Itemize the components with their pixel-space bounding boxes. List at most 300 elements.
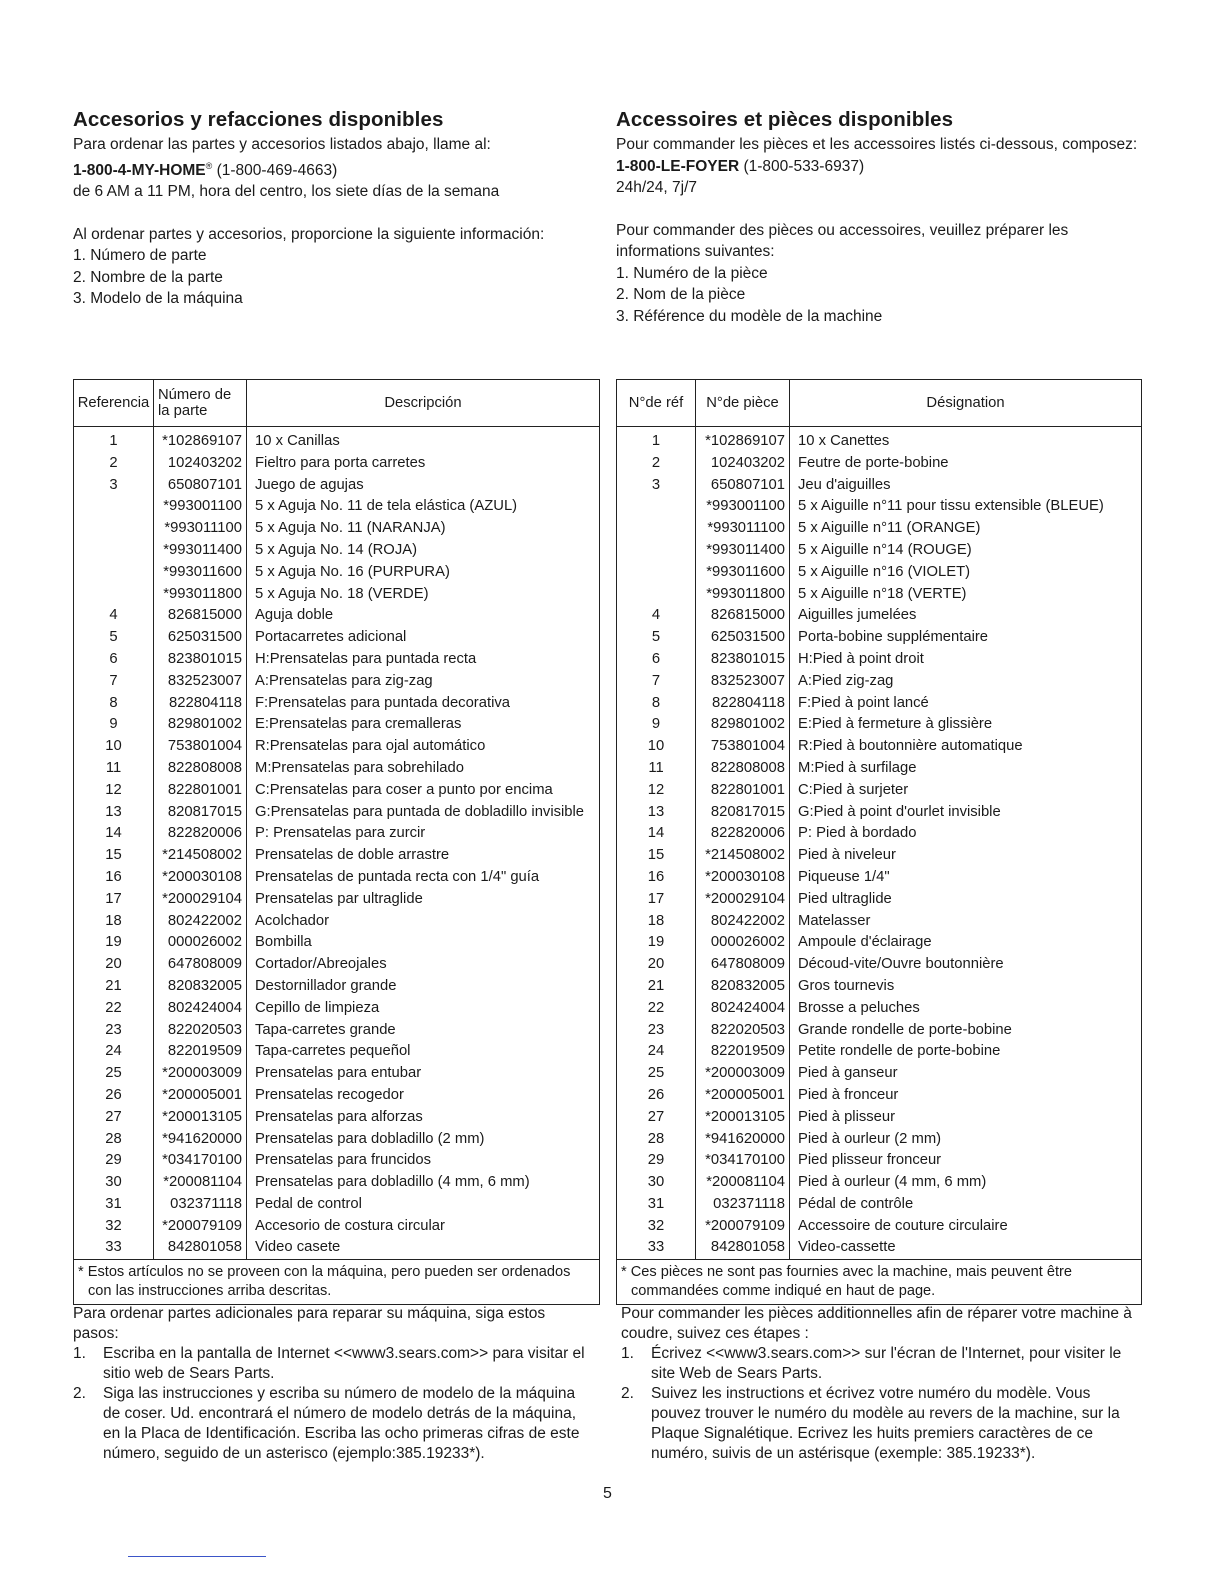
- ref-cell: [74, 562, 154, 584]
- description-cell: 5 x Aiguille n°16 (VIOLET): [790, 562, 1142, 584]
- part-number-cell: *993011800: [154, 584, 247, 606]
- french-table-row: [617, 475, 1142, 497]
- ref-cell: 11: [617, 758, 696, 780]
- ref-cell: 2: [617, 453, 696, 475]
- ref-cell: 24: [617, 1041, 696, 1063]
- description-cell: Pied ultraglide: [790, 889, 1142, 911]
- ref-cell: 31: [74, 1194, 154, 1216]
- part-number-cell: 822820006: [696, 823, 790, 845]
- ref-cell: 12: [74, 780, 154, 802]
- ref-cell: 29: [617, 1150, 696, 1172]
- part-number-cell: 032371118: [154, 1194, 247, 1216]
- description-cell: H:Pied à point droit: [790, 649, 1142, 671]
- part-number-cell: *200013105: [154, 1107, 247, 1129]
- ref-cell: 10: [617, 736, 696, 758]
- table-header-reference: Referencia: [74, 380, 154, 427]
- description-cell: P: Pied à bordado: [790, 823, 1142, 845]
- part-number-cell: *200081104: [696, 1172, 790, 1194]
- french-footer-step: 2. Suivez les instructions et écrivez votre numéro du modèle. Vous pouvez trouver le numéro du modèle au revers de la machine, sur la Plaque Signalétique. Ecrivez les huits premiers caractères de ce numéro, suivis de un astérisque (exemple: 385.19233*).: [621, 1385, 1120, 1462]
- french-table-row: [617, 453, 1142, 475]
- spanish-table-row: [74, 427, 600, 453]
- description-cell: Matelasser: [790, 911, 1142, 933]
- description-cell: H:Prensatelas para puntada recta: [247, 649, 600, 671]
- ref-cell: 18: [74, 911, 154, 933]
- french-table-row: [617, 932, 1142, 954]
- ref-cell: 8: [74, 693, 154, 715]
- description-cell: 5 x Aiguille n°14 (ROUGE): [790, 540, 1142, 562]
- part-number-cell: *200030108: [696, 867, 790, 889]
- french-table-row: [617, 1237, 1142, 1259]
- ref-cell: 6: [617, 649, 696, 671]
- spanish-intro: [73, 108, 600, 310]
- ref-cell: 16: [617, 867, 696, 889]
- part-number-cell: *941620000: [696, 1129, 790, 1151]
- part-number-cell: 822020503: [696, 1020, 790, 1042]
- french-table-row: [617, 671, 1142, 693]
- part-number-cell: 832523007: [696, 671, 790, 693]
- part-number-cell: 625031500: [154, 627, 247, 649]
- spanish-table-note: * Estos artículos no se proveen con la máquina, pero pueden ser ordenados con las instrucciones arriba descritas.: [74, 1260, 600, 1305]
- spanish-table-row: [74, 889, 600, 911]
- description-cell: Video-cassette: [790, 1237, 1142, 1259]
- spanish-table-row: [74, 1041, 600, 1063]
- description-cell: Fieltro para porta carretes: [247, 453, 600, 475]
- ref-cell: 21: [617, 976, 696, 998]
- french-table-row: [617, 911, 1142, 933]
- description-cell: 5 x Aiguille n°11 pour tissu extensible (BLEUE): [790, 496, 1142, 518]
- french-table-row: [617, 627, 1142, 649]
- description-cell: F:Prensatelas para puntada decorativa: [247, 693, 600, 715]
- table-header-description: Descripción: [247, 380, 600, 427]
- part-number-cell: *200029104: [696, 889, 790, 911]
- description-cell: 5 x Aguja No. 11 de tela elástica (AZUL): [247, 496, 600, 518]
- spanish-table-row: [74, 998, 600, 1020]
- spanish-table-row: [74, 845, 600, 867]
- spanish-table-row: [74, 1107, 600, 1129]
- part-number-cell: *200013105: [696, 1107, 790, 1129]
- spanish-table-row: [74, 605, 600, 627]
- part-number-cell: *102869107: [154, 427, 247, 453]
- description-cell: 5 x Aguja No. 18 (VERDE): [247, 584, 600, 606]
- french-table-row: [617, 518, 1142, 540]
- ref-cell: 33: [617, 1237, 696, 1259]
- spanish-table-row: [74, 475, 600, 497]
- part-number-cell: 000026002: [154, 932, 247, 954]
- spanish-table-row: [74, 671, 600, 693]
- part-number-cell: 822808008: [154, 758, 247, 780]
- french-table-row: [617, 889, 1142, 911]
- part-number-cell: 829801002: [696, 714, 790, 736]
- description-cell: Jeu d'aiguilles: [790, 475, 1142, 497]
- spanish-footer-instructions: [73, 1304, 593, 1464]
- spanish-table-row: [74, 496, 600, 518]
- description-cell: C:Prensatelas para coser a punto por encima: [247, 780, 600, 802]
- ref-cell: 21: [74, 976, 154, 998]
- part-number-cell: 832523007: [154, 671, 247, 693]
- table-header-description: Désignation: [790, 380, 1142, 427]
- spanish-table-row: [74, 954, 600, 976]
- part-number-cell: 820817015: [696, 802, 790, 824]
- spanish-table-row: [74, 758, 600, 780]
- spanish-table-row: [74, 1085, 600, 1107]
- description-cell: R:Prensatelas para ojal automático: [247, 736, 600, 758]
- description-cell: Cortador/Abreojales: [247, 954, 600, 976]
- spanish-section-title: Accesorios y refacciones disponibles: [73, 108, 444, 131]
- french-table-row: [617, 736, 1142, 758]
- part-number-cell: 000026002: [696, 932, 790, 954]
- french-intro: [616, 108, 1146, 327]
- spanish-table-row: [74, 911, 600, 933]
- spanish-table-row: [74, 1172, 600, 1194]
- part-number-cell: *200079109: [154, 1216, 247, 1238]
- french-parts-table: [616, 379, 1142, 1305]
- ref-cell: [74, 584, 154, 606]
- spanish-table-row: [74, 780, 600, 802]
- ref-cell: 14: [617, 823, 696, 845]
- description-cell: 5 x Aguja No. 14 (ROJA): [247, 540, 600, 562]
- french-table-row: [617, 845, 1142, 867]
- french-table-row: [617, 649, 1142, 671]
- description-cell: Aiguilles jumelées: [790, 605, 1142, 627]
- french-table-row: [617, 562, 1142, 584]
- part-number-cell: 802424004: [696, 998, 790, 1020]
- description-cell: Accessoire de couture circulaire: [790, 1216, 1142, 1238]
- ref-cell: 32: [617, 1216, 696, 1238]
- part-number-cell: 650807101: [696, 475, 790, 497]
- ref-cell: 14: [74, 823, 154, 845]
- description-cell: Portacarretes adicional: [247, 627, 600, 649]
- part-number-cell: *200030108: [154, 867, 247, 889]
- french-info-item: 2. Nom de la pièce: [616, 286, 746, 303]
- ref-cell: 6: [74, 649, 154, 671]
- divider-line: [128, 1556, 266, 1557]
- description-cell: Découd-vite/Ouvre boutonnière: [790, 954, 1142, 976]
- ref-cell: 11: [74, 758, 154, 780]
- part-number-cell: 802422002: [696, 911, 790, 933]
- ref-cell: 12: [617, 780, 696, 802]
- description-cell: E:Prensatelas para cremalleras: [247, 714, 600, 736]
- spanish-table-row: [74, 932, 600, 954]
- description-cell: A:Pied zig-zag: [790, 671, 1142, 693]
- part-number-cell: *200081104: [154, 1172, 247, 1194]
- part-number-cell: *200029104: [154, 889, 247, 911]
- french-table-row: [617, 1107, 1142, 1129]
- part-number-cell: 822019509: [154, 1041, 247, 1063]
- part-number-cell: 822020503: [154, 1020, 247, 1042]
- ref-cell: 8: [617, 693, 696, 715]
- spanish-table-row: [74, 976, 600, 998]
- part-number-cell: 822804118: [154, 693, 247, 715]
- french-table-row: [617, 1150, 1142, 1172]
- part-number-cell: 823801015: [154, 649, 247, 671]
- ref-cell: 16: [74, 867, 154, 889]
- description-cell: Prensatelas recogedor: [247, 1085, 600, 1107]
- spanish-table-row: [74, 627, 600, 649]
- french-table-row: [617, 758, 1142, 780]
- spanish-footer-step: 2. Siga las instrucciones y escriba su número de modelo de la máquina de coser. Ud. encontrará el número de modelo detrás de la máquina, en la Placa de Identificación. Escriba las ocho primeras cifras de este número, seguido de un asterisco (ejemplo:385.19233*).: [73, 1385, 580, 1462]
- spanish-footer-intro: Para ordenar partes adicionales para reparar su máquina, siga estos pasos:: [73, 1305, 546, 1342]
- spanish-table-row: [74, 562, 600, 584]
- ref-cell: 22: [74, 998, 154, 1020]
- part-number-cell: 032371118: [696, 1194, 790, 1216]
- spanish-table-row: [74, 584, 600, 606]
- spanish-table-row: [74, 714, 600, 736]
- description-cell: Prensatelas para alforzas: [247, 1107, 600, 1129]
- french-table-row: [617, 998, 1142, 1020]
- description-cell: Feutre de porte-bobine: [790, 453, 1142, 475]
- ref-cell: 28: [617, 1129, 696, 1151]
- description-cell: Prensatelas de doble arrastre: [247, 845, 600, 867]
- ref-cell: [617, 540, 696, 562]
- ref-cell: 13: [74, 802, 154, 824]
- ref-cell: [74, 496, 154, 518]
- french-footer-step: 1. Écrivez <<www3.sears.com>> sur l'écran de l'Internet, pour visiter le site Web de Sears Parts.: [621, 1345, 1122, 1382]
- french-table-row: [617, 976, 1142, 998]
- spanish-table-row: [74, 867, 600, 889]
- spanish-info-item: 1. Número de parte: [73, 247, 207, 265]
- ref-cell: 5: [74, 627, 154, 649]
- ref-cell: 13: [617, 802, 696, 824]
- spanish-table-row: [74, 693, 600, 715]
- spanish-info-intro: Al ordenar partes y accesorios, proporcione la siguiente información:: [73, 225, 545, 243]
- part-number-cell: 802424004: [154, 998, 247, 1020]
- part-number-cell: 802422002: [154, 911, 247, 933]
- french-table-row: [617, 1063, 1142, 1085]
- ref-cell: 24: [74, 1041, 154, 1063]
- spanish-table-row: [74, 453, 600, 475]
- spanish-order-line: Para ordenar las partes y accesorios listados abajo, llame al:: [73, 136, 491, 153]
- ref-cell: [74, 540, 154, 562]
- ref-cell: 26: [74, 1085, 154, 1107]
- table-header-part-number: N°de pièce: [696, 380, 790, 427]
- french-table-row: [617, 427, 1142, 453]
- french-table-row: [617, 1194, 1142, 1216]
- ref-cell: 29: [74, 1150, 154, 1172]
- description-cell: Prensatelas para fruncidos: [247, 1150, 600, 1172]
- ref-cell: 9: [617, 714, 696, 736]
- part-number-cell: 820832005: [154, 976, 247, 998]
- ref-cell: 28: [74, 1129, 154, 1151]
- ref-cell: 3: [617, 475, 696, 497]
- table-header-part-number: Número de la parte: [154, 380, 247, 427]
- description-cell: M:Pied à surfilage: [790, 758, 1142, 780]
- spanish-parts-table: [73, 379, 600, 1305]
- french-table-row: [617, 693, 1142, 715]
- part-number-cell: *200005001: [154, 1085, 247, 1107]
- description-cell: Acolchador: [247, 911, 600, 933]
- part-number-cell: *993011100: [154, 518, 247, 540]
- part-number-cell: 820832005: [696, 976, 790, 998]
- spanish-footer-step: 1. Escriba en la pantalla de Internet <<www3.sears.com>> para visitar el sitio web de Sears Parts.: [73, 1345, 585, 1382]
- description-cell: Juego de agujas: [247, 475, 600, 497]
- ref-cell: 7: [74, 671, 154, 693]
- description-cell: Aguja doble: [247, 605, 600, 627]
- ref-cell: 19: [617, 932, 696, 954]
- french-table-row: [617, 714, 1142, 736]
- description-cell: M:Prensatelas para sobrehilado: [247, 758, 600, 780]
- ref-cell: 22: [617, 998, 696, 1020]
- description-cell: Pied à ganseur: [790, 1063, 1142, 1085]
- ref-cell: 32: [74, 1216, 154, 1238]
- part-number-cell: *993001100: [154, 496, 247, 518]
- description-cell: 10 x Canillas: [247, 427, 600, 453]
- description-cell: Brosse a peluches: [790, 998, 1142, 1020]
- description-cell: Bombilla: [247, 932, 600, 954]
- description-cell: P: Prensatelas para zurcir: [247, 823, 600, 845]
- french-table-row: [617, 954, 1142, 976]
- ref-cell: 25: [617, 1063, 696, 1085]
- description-cell: Piqueuse 1/4": [790, 867, 1142, 889]
- french-table-row: [617, 780, 1142, 802]
- description-cell: R:Pied à boutonnière automatique: [790, 736, 1142, 758]
- ref-cell: 17: [74, 889, 154, 911]
- part-number-cell: *993011100: [696, 518, 790, 540]
- ref-cell: 1: [617, 427, 696, 453]
- description-cell: Grande rondelle de porte-bobine: [790, 1020, 1142, 1042]
- ref-cell: 4: [617, 605, 696, 627]
- part-number-cell: *993001100: [696, 496, 790, 518]
- part-number-cell: *034170100: [696, 1150, 790, 1172]
- part-number-cell: 102403202: [154, 453, 247, 475]
- ref-cell: [617, 518, 696, 540]
- french-phone-number: (1-800-533-6937): [739, 157, 865, 175]
- french-table-row: [617, 1020, 1142, 1042]
- description-cell: Ampoule d'éclairage: [790, 932, 1142, 954]
- spanish-table-row: [74, 1150, 600, 1172]
- spanish-info-item: 2. Nombre de la parte: [73, 268, 223, 286]
- part-number-cell: 822804118: [696, 693, 790, 715]
- french-footer-instructions: [621, 1304, 1141, 1464]
- part-number-cell: 823801015: [696, 649, 790, 671]
- spanish-table-row: [74, 736, 600, 758]
- ref-cell: 23: [617, 1020, 696, 1042]
- spanish-info-item: 3. Modelo de la máquina: [73, 290, 243, 308]
- description-cell: Prensatelas para entubar: [247, 1063, 600, 1085]
- part-number-cell: *102869107: [696, 427, 790, 453]
- spanish-table-row: [74, 1020, 600, 1042]
- french-table-row: [617, 584, 1142, 606]
- french-table-row: [617, 802, 1142, 824]
- french-info-intro: Pour commander des pièces ou accessoires, veuillez préparer les informations suivantes:: [616, 221, 1069, 260]
- description-cell: 5 x Aiguille n°11 (ORANGE): [790, 518, 1142, 540]
- description-cell: Prensatelas para dobladillo (4 mm, 6 mm): [247, 1172, 600, 1194]
- part-number-cell: *214508002: [154, 845, 247, 867]
- ref-cell: 19: [74, 932, 154, 954]
- description-cell: Porta-bobine supplémentaire: [790, 627, 1142, 649]
- part-number-cell: *993011400: [154, 540, 247, 562]
- part-number-cell: 822019509: [696, 1041, 790, 1063]
- spanish-table-row: [74, 649, 600, 671]
- part-number-cell: 647808009: [696, 954, 790, 976]
- spanish-hours: de 6 AM a 11 PM, hora del centro, los siete días de la semana: [73, 183, 500, 201]
- spanish-table-row: [74, 1063, 600, 1085]
- description-cell: C:Pied à surjeter: [790, 780, 1142, 802]
- french-table-note: * Ces pièces ne sont pas fournies avec la machine, mais peuvent être commandées comme indiqué en haut de page.: [617, 1260, 1142, 1305]
- part-number-cell: *200003009: [696, 1063, 790, 1085]
- part-number-cell: 753801004: [154, 736, 247, 758]
- description-cell: Pied à ourleur (4 mm, 6 mm): [790, 1172, 1142, 1194]
- table-header-reference: N°de réf: [617, 380, 696, 427]
- part-number-cell: *200003009: [154, 1063, 247, 1085]
- part-number-cell: 842801058: [154, 1237, 247, 1259]
- part-number-cell: *993011800: [696, 584, 790, 606]
- ref-cell: 27: [617, 1107, 696, 1129]
- description-cell: Prensatelas para dobladillo (2 mm): [247, 1129, 600, 1151]
- description-cell: Pied à ourleur (2 mm): [790, 1129, 1142, 1151]
- description-cell: Tapa-carretes pequeñol: [247, 1041, 600, 1063]
- ref-cell: 15: [617, 845, 696, 867]
- french-table-row: [617, 1085, 1142, 1107]
- part-number-cell: *034170100: [154, 1150, 247, 1172]
- registered-mark: ®: [205, 160, 213, 171]
- part-number-cell: *941620000: [154, 1129, 247, 1151]
- part-number-cell: 826815000: [696, 605, 790, 627]
- description-cell: 5 x Aguja No. 11 (NARANJA): [247, 518, 600, 540]
- description-cell: 10 x Canettes: [790, 427, 1142, 453]
- ref-cell: 20: [74, 954, 154, 976]
- description-cell: Video casete: [247, 1237, 600, 1259]
- spanish-table-row: [74, 1216, 600, 1238]
- ref-cell: 2: [74, 453, 154, 475]
- ref-cell: 27: [74, 1107, 154, 1129]
- description-cell: A:Prensatelas para zig-zag: [247, 671, 600, 693]
- description-cell: E:Pied à fermeture à glissière: [790, 714, 1142, 736]
- description-cell: Pedal de control: [247, 1194, 600, 1216]
- ref-cell: [617, 584, 696, 606]
- french-table-row: [617, 540, 1142, 562]
- spanish-table-row: [74, 823, 600, 845]
- ref-cell: 26: [617, 1085, 696, 1107]
- part-number-cell: 822801001: [696, 780, 790, 802]
- spanish-table-row: [74, 518, 600, 540]
- ref-cell: 30: [617, 1172, 696, 1194]
- part-number-cell: 647808009: [154, 954, 247, 976]
- french-hours: 24h/24, 7j/7: [616, 179, 698, 196]
- part-number-cell: 829801002: [154, 714, 247, 736]
- part-number-cell: 753801004: [696, 736, 790, 758]
- french-table-row: [617, 1172, 1142, 1194]
- description-cell: G:Pied à point d'ourlet invisible: [790, 802, 1142, 824]
- french-table-row: [617, 1129, 1142, 1151]
- part-number-cell: 842801058: [696, 1237, 790, 1259]
- ref-cell: 15: [74, 845, 154, 867]
- french-table-row: [617, 496, 1142, 518]
- part-number-cell: 650807101: [154, 475, 247, 497]
- description-cell: Accesorio de costura circular: [247, 1216, 600, 1238]
- part-number-cell: *993011600: [696, 562, 790, 584]
- ref-cell: 23: [74, 1020, 154, 1042]
- part-number-cell: 102403202: [696, 453, 790, 475]
- description-cell: Pied à fronceur: [790, 1085, 1142, 1107]
- spanish-phone-name: 1-800-4-MY-HOME: [73, 161, 206, 179]
- spanish-phone-number: (1-800-469-4663): [212, 161, 338, 179]
- description-cell: G:Prensatelas para puntada de dobladillo invisible: [247, 802, 600, 824]
- part-number-cell: 625031500: [696, 627, 790, 649]
- part-number-cell: 826815000: [154, 605, 247, 627]
- french-table-row: [617, 867, 1142, 889]
- description-cell: Cepillo de limpieza: [247, 998, 600, 1020]
- ref-cell: 5: [617, 627, 696, 649]
- ref-cell: 7: [617, 671, 696, 693]
- description-cell: 5 x Aguja No. 16 (PURPURA): [247, 562, 600, 584]
- description-cell: Petite rondelle de porte-bobine: [790, 1041, 1142, 1063]
- description-cell: Pied à niveleur: [790, 845, 1142, 867]
- description-cell: F:Pied à point lancé: [790, 693, 1142, 715]
- description-cell: Pied à plisseur: [790, 1107, 1142, 1129]
- description-cell: Pédal de contrôle: [790, 1194, 1142, 1216]
- spanish-table-row: [74, 1129, 600, 1151]
- page-number: 5: [603, 1485, 612, 1502]
